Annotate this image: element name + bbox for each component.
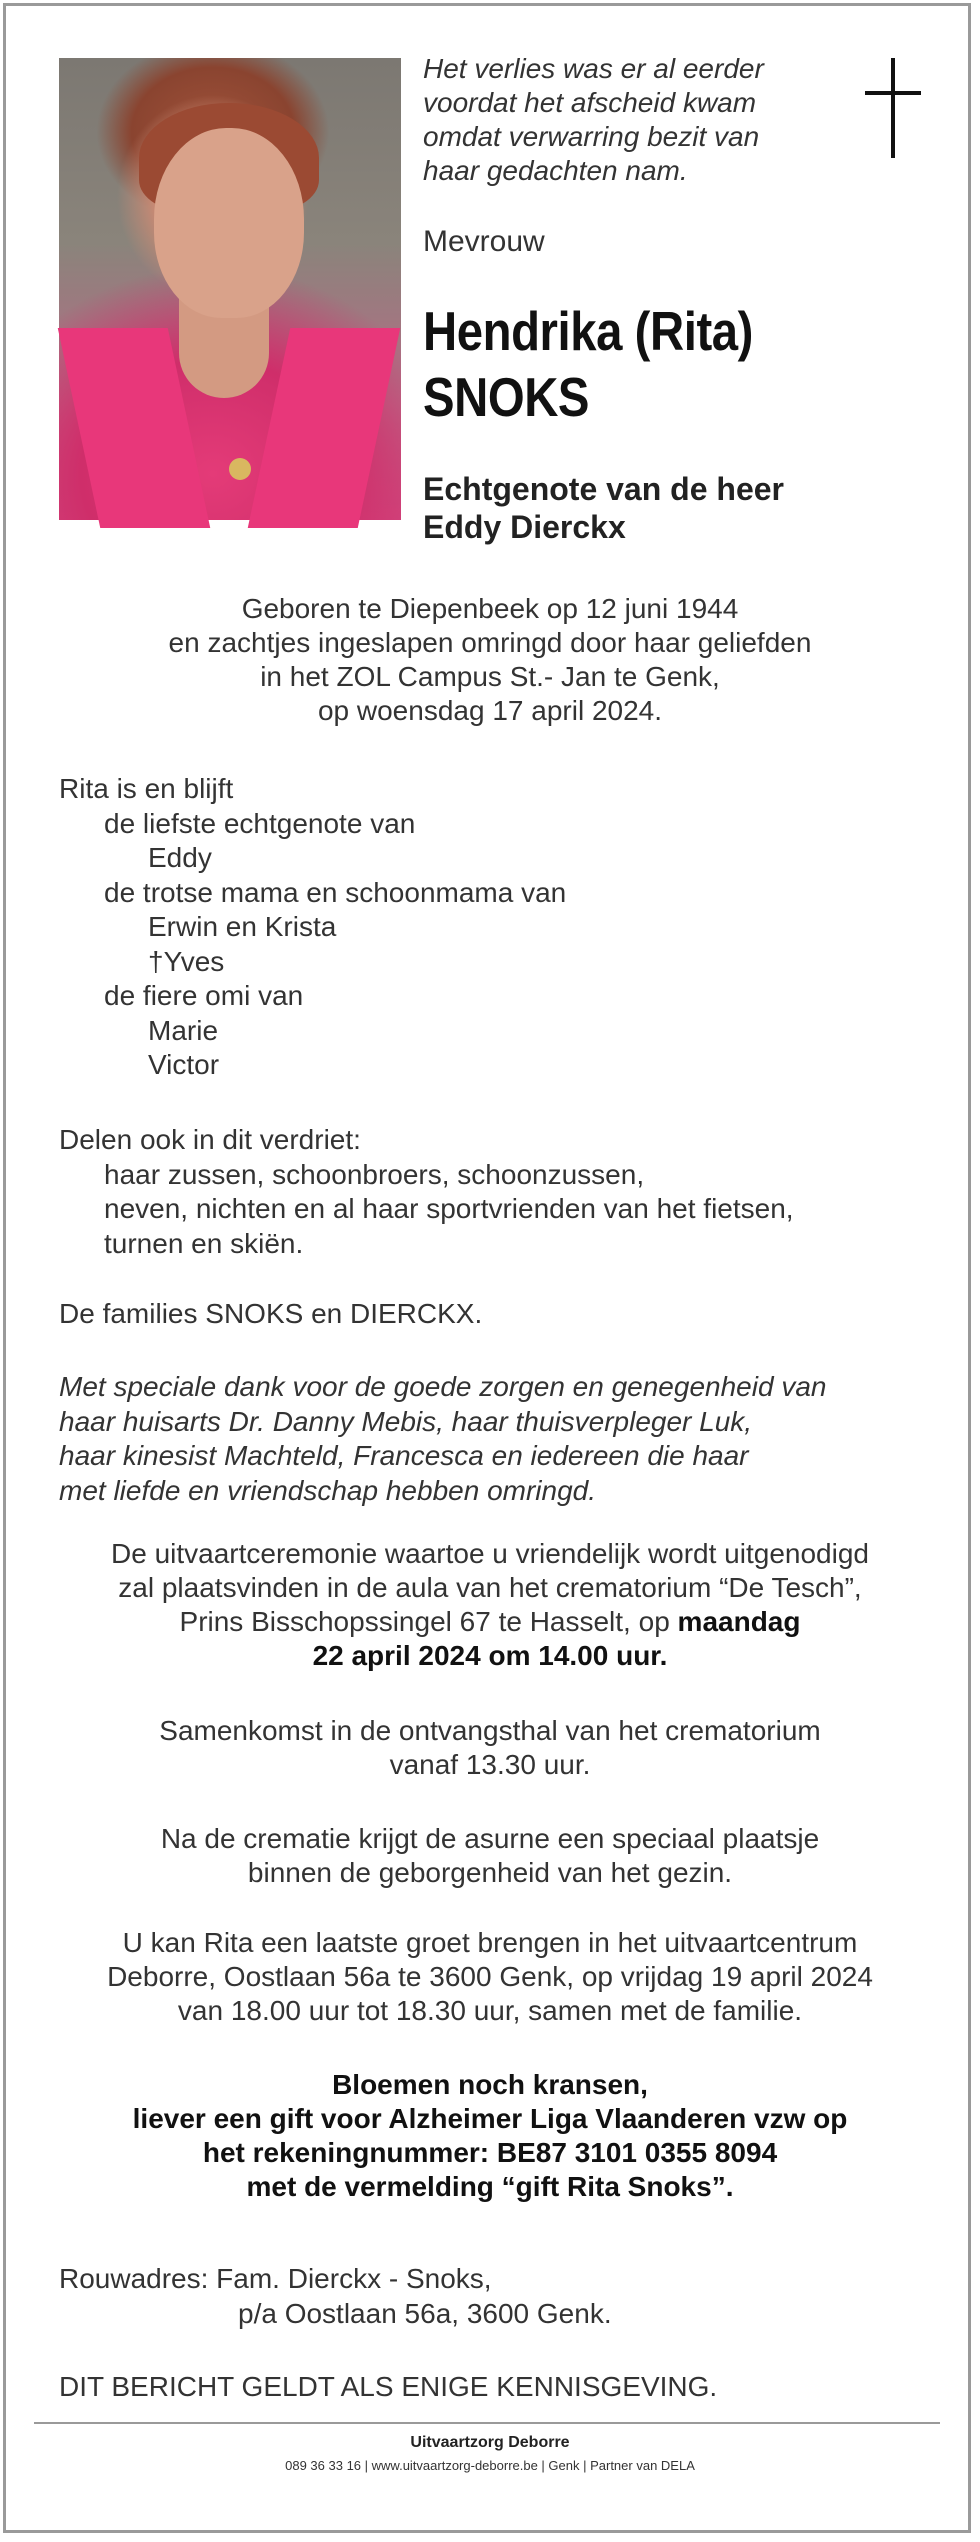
grief-intro: Delen ook in dit verdriet:: [59, 1124, 361, 1155]
thanks-section: [59, 1370, 939, 1508]
thanks-line: haar huisarts Dr. Danny Mebis, haar thuisverpleger Luk,: [59, 1405, 753, 1437]
donation-line: liever een gift voor Alzheimer Liga Vlaanderen vzw op: [132, 2103, 848, 2134]
ceremony-line: zal plaatsvinden in de aula van het crematorium “De Tesch”,: [118, 1572, 862, 1603]
portrait-photo: [59, 58, 401, 520]
ceremony-line: [40, 1605, 940, 1639]
spouse-info: [423, 470, 784, 546]
address-line-2: p/a Oostlaan 56a, 3600 Genk.: [238, 2297, 612, 2329]
spouse-line-1: Echtgenote van de heer: [423, 471, 784, 507]
visit-line: van 18.00 uur tot 18.30 uur, samen met de familie.: [177, 1995, 803, 2026]
family-spouse-relation: de liefste echtgenote van: [104, 807, 416, 839]
poem-line: Het verlies was er al eerder: [423, 53, 764, 84]
family-children-relation: de trotse mama en schoonmama van: [104, 876, 567, 908]
thanks-line: Met speciale dank voor de goede zorgen en genegenheid van: [59, 1371, 827, 1402]
family-grandchildren-relation: de fiere omi van: [104, 980, 304, 1011]
visit-line: U kan Rita een laatste groet brengen in het uitvaartcentrum: [122, 1927, 858, 1958]
birth-line: in het ZOL Campus St.- Jan te Genk,: [260, 661, 720, 692]
family-child-deceased: †Yves: [148, 945, 225, 977]
donation-line: het rekeningnummer: BE87 3101 0355 8094: [202, 2137, 778, 2168]
urn-line: Na de crematie krijgt de asurne een speciaal plaatsje: [160, 1823, 820, 1854]
birth-death-info: [40, 592, 940, 728]
poem: [423, 52, 843, 188]
jacket-right: [248, 328, 401, 528]
birth-line: op woensdag 17 april 2024.: [317, 695, 663, 726]
visit-line: Deborre, Oostlaan 56a te 3600 Genk, op vrijdag 19 april 2024: [107, 1961, 873, 1992]
funeral-home-contact: 089 36 33 16 | www.uitvaartzorg-deborre.be | Genk | Partner van DELA: [285, 2458, 695, 2473]
ceremony-day: maandag: [677, 1606, 801, 1637]
poem-line: voordat het afscheid kwam: [423, 87, 757, 118]
grief-line: neven, nichten en al haar sportvrienden van het fietsen,: [104, 1193, 794, 1224]
family-spouse-name: Eddy: [148, 842, 212, 873]
donation-info: [40, 2068, 940, 2204]
cross-icon: [865, 58, 921, 158]
mourning-address: [59, 2262, 939, 2331]
family-intro: Rita is en blijft: [59, 773, 234, 804]
thanks-line: haar kinesist Machteld, Francesca en iedereen die haar: [59, 1440, 749, 1471]
ceremony-line: De uitvaartceremonie waartoe u vriendelijk wordt uitgenodigd: [111, 1538, 869, 1569]
ceremony-address: Prins Bisschopssingel 67 te Hasselt, op: [179, 1606, 678, 1637]
title-prefix: Mevrouw: [423, 225, 545, 258]
family-grandchild: Victor: [148, 1049, 220, 1080]
urn-info: [40, 1822, 940, 1890]
grief-line: turnen en skiën.: [104, 1227, 304, 1259]
ceremony-info: [40, 1537, 940, 1673]
grief-line: haar zussen, schoonbroers, schoonzussen,: [104, 1158, 645, 1190]
face: [154, 128, 304, 318]
birth-line: Geboren te Diepenbeek op 12 juni 1944: [241, 593, 739, 624]
urn-line: binnen de geborgenheid van het gezin.: [247, 1857, 733, 1888]
gathering-line: Samenkomst in de ontvangsthal van het crematorium: [159, 1715, 821, 1746]
spouse-line-2: Eddy Dierckx: [423, 509, 626, 545]
deceased-name: [423, 298, 753, 430]
families-line: De families SNOKS en DIERCKX.: [59, 1298, 483, 1329]
thanks-line: met liefde en vriendschap hebben omringd.: [59, 1474, 597, 1506]
pendant: [229, 458, 251, 480]
name-line-2: SNOKS: [423, 366, 590, 428]
gathering-line: vanaf 13.30 uur.: [389, 1749, 591, 1780]
family-grandchild: Marie: [148, 1014, 219, 1046]
address-line-1: Rouwadres: Fam. Dierckx - Snoks,: [59, 2263, 492, 2294]
notice: DIT BERICHT GELDT ALS ENIGE KENNISGEVING.: [59, 2371, 718, 2402]
poem-line: haar gedachten nam.: [423, 155, 688, 186]
poem-line: omdat verwarring bezit van: [423, 121, 760, 152]
visit-info: [40, 1926, 940, 2028]
donation-line: met de vermelding “gift Rita Snoks”.: [246, 2171, 734, 2202]
footer-divider: [34, 2422, 940, 2424]
ceremony-datetime: 22 april 2024 om 14.00 uur.: [312, 1640, 668, 1671]
name-line-1: Hendrika (Rita): [423, 300, 753, 362]
gathering-info: [40, 1714, 940, 1782]
donation-line: Bloemen noch kransen,: [332, 2069, 648, 2100]
funeral-home-name: Uitvaartzorg Deborre: [410, 2434, 570, 2451]
family-list: [59, 772, 939, 1083]
birth-line: en zachtjes ingeslapen omringd door haar geliefden: [168, 627, 812, 658]
family-children-names: Erwin en Krista: [148, 911, 337, 942]
grief-section: [59, 1123, 939, 1261]
